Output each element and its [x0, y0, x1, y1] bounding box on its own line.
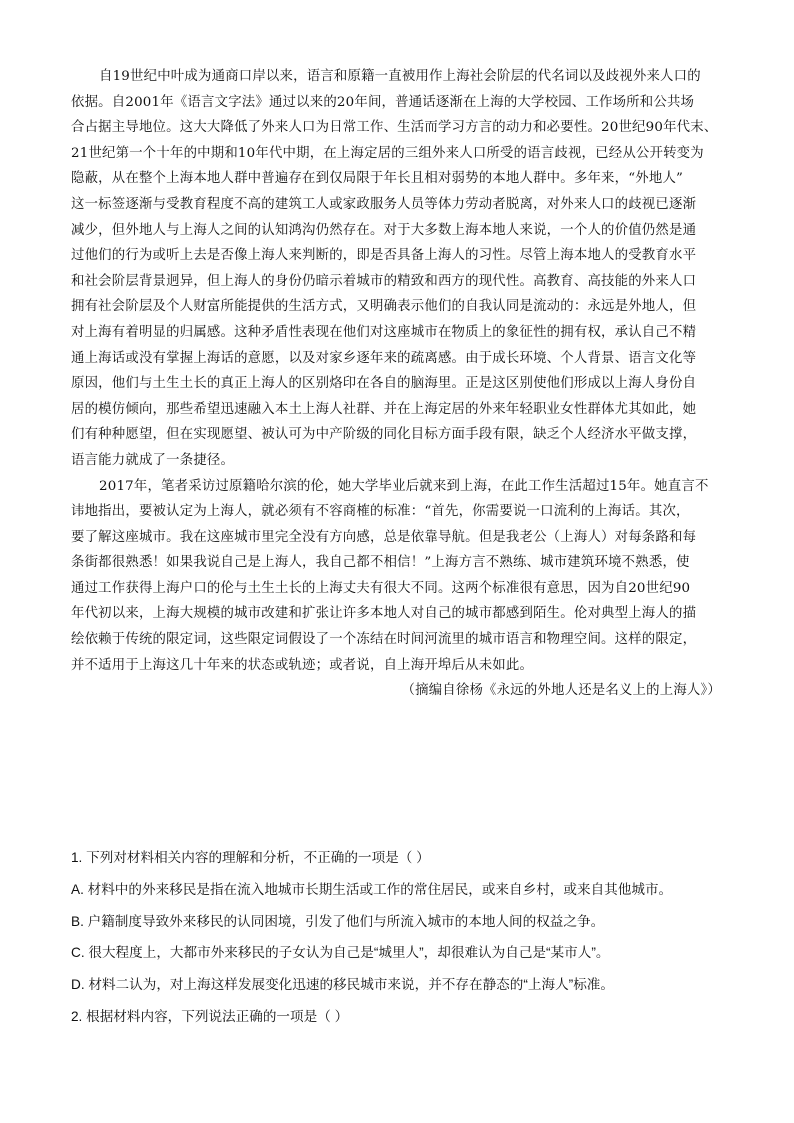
passage-line: 合占据主导地位。这大大降低了外来人口为日常工作、生活而学习方言的动力和必要性。20世纪90年代末、 — [71, 120, 718, 136]
question-stem: 2. 根据材料内容，下列说法正确的一项是（ ） — [71, 1008, 349, 1024]
passage-line: 们有种种愿望，但在实现愿望、被认可为中产阶级的同化目标方面手段有限，缺乏个人经济水平做支撑， — [71, 427, 697, 443]
passage-line: 语言能力就成了一条捷径。 — [71, 452, 235, 468]
passage-line: 条街都很熟悉！如果我说自己是上海人，我自己都不相信！”上海方言不熟练、城市建筑环境不熟悉，使 — [71, 555, 690, 571]
passage-line: 依据。自2001年《语言文字法》通过以来的20年间，普通话逐渐在上海的大学校园、工作场所和公共场 — [71, 94, 695, 110]
passage-line: 过他们的行为或听上去是否像上海人来判断的，即是否具备上海人的习性。尽管上海本地人的受教育水平 — [71, 248, 697, 264]
question-2 — [71, 1001, 731, 1033]
passage-line: 对上海有着明显的归属感。这种矛盾性表现在他们对这座城市在物质上的象征性的拥有权，承认自己不精 — [71, 324, 697, 340]
paragraph-1 — [71, 64, 727, 474]
passage-line: 并不适用于上海这几十年来的状态或轨迹；或者说，自上海开埠后从未如此。 — [71, 657, 534, 673]
option-c: C. 很大程度上，大都市外来移民的子女认为自己是“城里人”，却很难认为自己是“某市人”。 — [71, 945, 610, 961]
option-b: B. 户籍制度导致外来移民的认同困境，引发了他们与所流入城市的本地人间的权益之争。 — [71, 913, 605, 929]
question-stem: 1. 下列对材料相关内容的理解和分析，不正确的一项是（ ） — [71, 850, 430, 865]
question-section — [71, 842, 731, 1033]
passage-line: 自19世纪中叶成为通商口岸以来，语言和原籍一直被用作上海社会阶层的代名词以及歧视外来人口的 — [99, 69, 701, 84]
passage-line: 21世纪第一个十年的中期和10年代中期，在上海定居的三组外来人口所受的语言歧视，已经从公开转变为 — [71, 145, 704, 161]
passage-line: 原因，他们与土生土长的真正上海人的区别烙印在各自的脑海里。正是这区别使他们形成以上海人身份自 — [71, 376, 697, 392]
option-d: D. 材料二认为，对上海这样发展变化迅速的移民城市来说，并不存在静态的“上海人”标准。 — [71, 977, 614, 993]
passage-line: 这一标签逐渐与受教育程度不高的建筑工人或家政服务人员等体力劳动者脱离，对外来人口的歧视已逐渐 — [71, 196, 697, 212]
passage-line: 拥有社会阶层及个人财富所能提供的生活方式，又明确表示他们的自我认同是流动的：永远是外地人，但 — [71, 299, 697, 315]
passage-line: 绘依赖于传统的限定词，这些限定词假设了一个冻结在时间河流里的城市语言和物理空间。这样的限定， — [71, 632, 697, 648]
paragraph-2 — [71, 474, 727, 679]
passage-line: 通上海话或没有掌握上海话的意愿，以及对家乡逐年来的疏离感。由于成长环境、个人背景、语言文化等 — [71, 350, 697, 366]
passage-line: 减少，但外地人与上海人之间的认知鸿沟仍然存在。对于大多数上海本地人来说，一个人的价值仍然是通 — [71, 222, 697, 238]
passage-line: 讳地指出，要被认定为上海人，就必须有不容商榷的标准：“首先，你需要说一口流利的上海话。其次， — [71, 504, 690, 520]
question-1 — [71, 842, 731, 1001]
passage-line: 居的模仿倾向，那些希望迅速融入本土上海人社群、并在上海定居的外来年轻职业女性群体尤其如此，她 — [71, 401, 697, 417]
passage-line: 和社会阶层背景迥异，但上海人的身份仍暗示着城市的精致和西方的现代性。高教育、高技能的外来人口 — [71, 273, 697, 289]
passage-line: 要了解这座城市。我在这座城市里完全没有方向感，总是依靠导航。但是我老公（上海人）对每条路和每 — [71, 529, 697, 545]
source-citation: （摘编自徐杨《永远的外地人还是名义上的上海人》） — [401, 683, 721, 699]
passage-line: 通过工作获得上海户口的伦与土生土长的上海丈夫有很大不同。这两个标准很有意思，因为自20世纪90 — [71, 580, 691, 596]
option-a: A. 材料中的外来移民是指在流入地城市长期生活或工作的常住居民，或来自乡村，或来自其他城市。 — [71, 881, 673, 897]
passage-line: 隐蔽，从在整个上海本地人群中普遍存在到仅局限于年长且相对弱势的本地人群中。多年来，“外地人” — [71, 171, 684, 187]
passage-line: 年代初以来，上海大规模的城市改建和扩张让许多本地人对自己的城市都感到陌生。伦对典型上海人的描 — [71, 606, 697, 622]
reading-passage — [71, 64, 727, 704]
passage-line: 2017年，笔者采访过原籍哈尔滨的伦，她大学毕业后就来到上海，在此工作生活超过15年。她直言不 — [99, 478, 709, 494]
